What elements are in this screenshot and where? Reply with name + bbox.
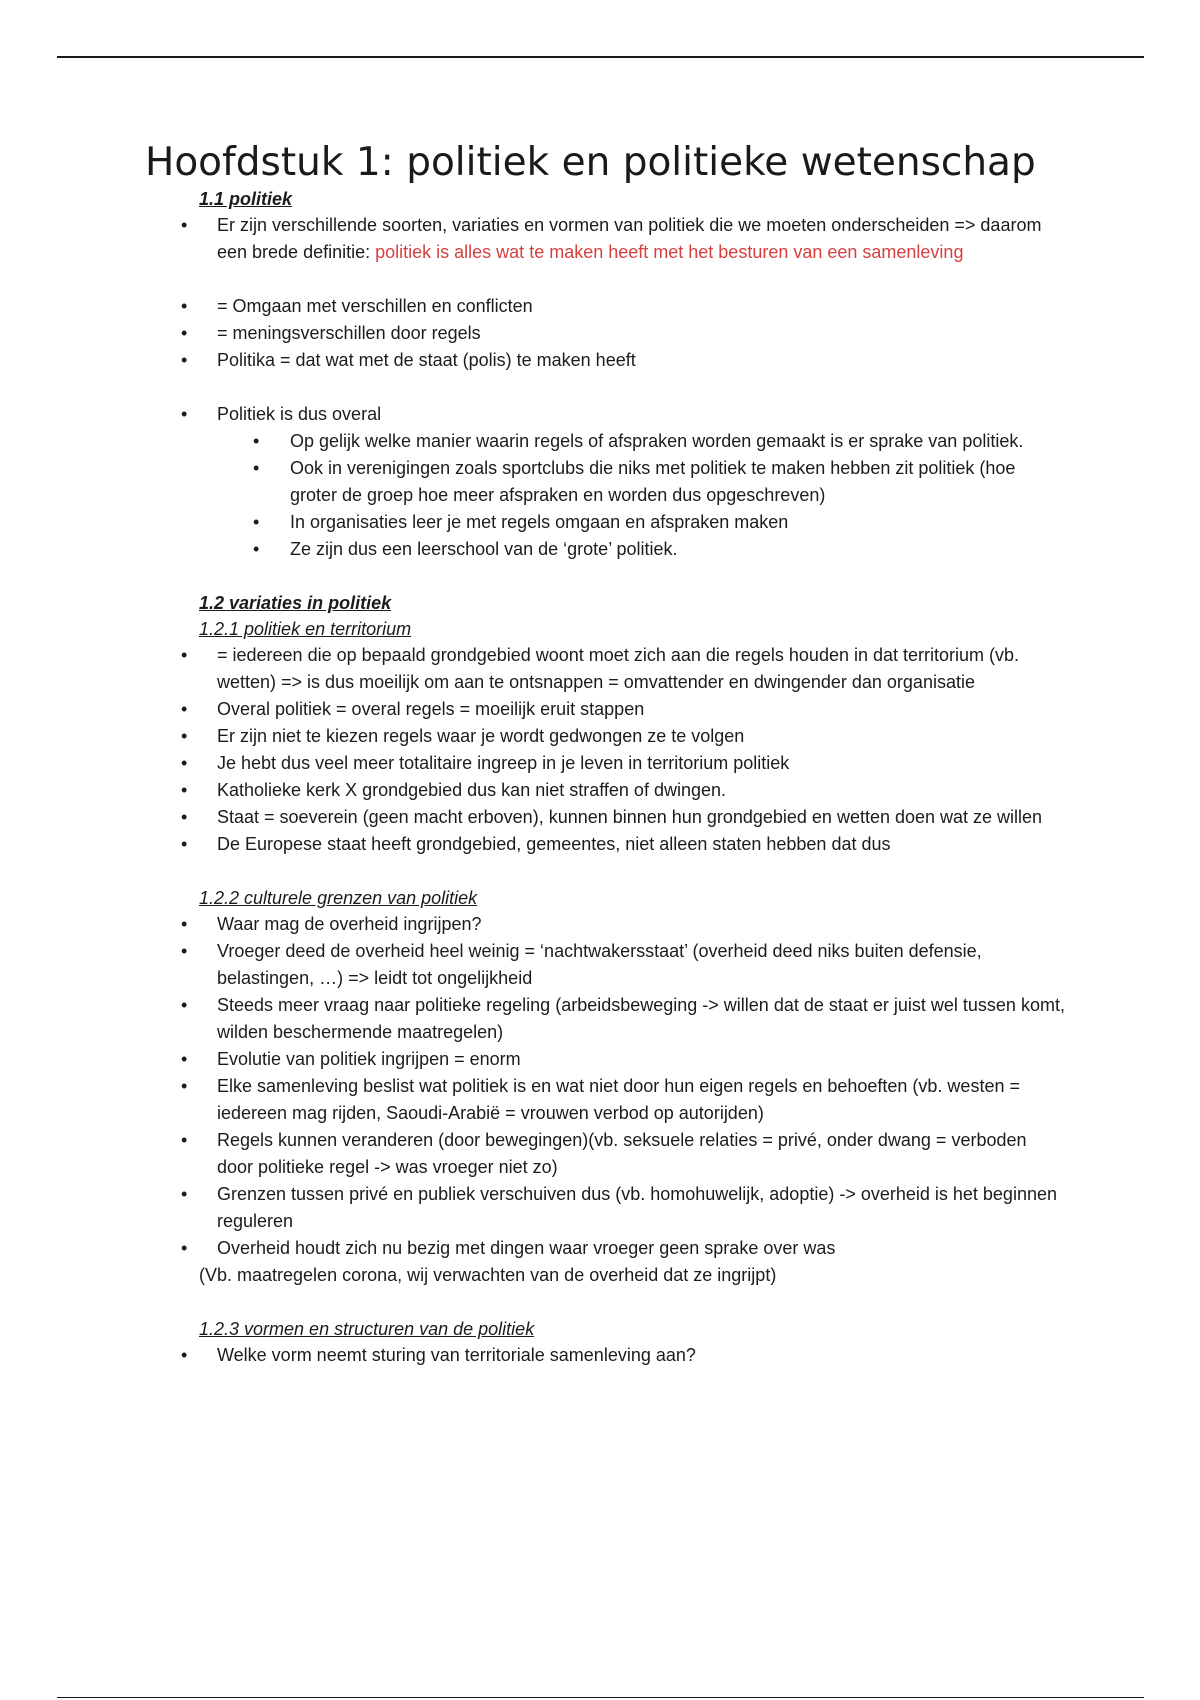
list-item: • De Europese staat heeft grondgebied, gemeentes, niet alleen staten hebben dat dus	[145, 831, 1065, 858]
list-item: • Welke vorm neemt sturing van territoriale samenleving aan?	[145, 1342, 1065, 1369]
list-item: • Er zijn niet te kiezen regels waar je wordt gedwongen ze te volgen	[145, 723, 1065, 750]
subsection-heading-1-2-2: 1.2.2 culturele grenzen van politiek	[199, 888, 478, 908]
list-item: • Evolutie van politiek ingrijpen = enorm	[145, 1046, 1065, 1073]
list-item: • Elke samenleving beslist wat politiek is en wat niet door hun eigen regels en behoeften (vb. westen = iedereen mag rijden, Saoudi-Arabië = vrouwen verbod op autorijden)	[145, 1073, 1065, 1127]
section-1-2-1-list	[145, 642, 1065, 858]
section-1-2-2-list	[145, 911, 1065, 1262]
document-body	[145, 140, 1065, 1369]
nested-list-item: • Op gelijk welke manier waarin regels of afspraken worden gemaakt is er sprake van politiek.	[145, 428, 1065, 455]
section-heading-1-1: 1.1 politiek	[199, 189, 293, 209]
continuation-line: (Vb. maatregelen corona, wij verwachten van de overheid dat ze ingrijpt)	[199, 1265, 777, 1285]
list-item: • = iedereen die op bepaald grondgebied woont moet zich aan die regels houden in dat territorium (vb. wetten) => is dus moeilijk om aan te ontsnappen = omvattender en dwingender dan organisatie	[145, 642, 1065, 696]
definition-highlight: politiek is alles wat te maken heeft met het besturen van een samenleving	[375, 242, 964, 262]
nested-list-item: • Ze zijn dus een leerschool van de ‘grote’ politiek.	[145, 536, 1065, 563]
nested-list-item: • Ook in verenigingen zoals sportclubs die niks met politiek te maken hebben zit politiek (hoe groter de groep hoe meer afspraken en worden dus opgeschreven)	[145, 455, 1065, 509]
header-rule	[57, 56, 1144, 58]
list-item: • Je hebt dus veel meer totalitaire ingreep in je leven in territorium politiek	[145, 750, 1065, 777]
subsection-heading-1-2-3: 1.2.3 vormen en structuren van de politiek	[199, 1319, 535, 1339]
list-item: • Vroeger deed de overheid heel weinig = ‘nachtwakersstaat’ (overheid deed niks buiten defensie, belastingen, …) => leidt tot ongelijkheid	[145, 938, 1065, 992]
definition-lead-text: Er zijn verschillende soorten, variaties en vormen van politiek die we moeten onderscheiden => daarom een brede definitie:	[217, 215, 1042, 262]
list-item: • Katholieke kerk X grondgebied dus kan niet straffen of dwingen.	[145, 777, 1065, 804]
list-item: • = meningsverschillen door regels	[145, 320, 1065, 347]
list-item: • Politika = dat wat met de staat (polis) te maken heeft	[145, 347, 1065, 374]
section-1-1-list	[145, 212, 1065, 266]
footer-rule	[57, 1697, 1144, 1698]
list-item: • Staat = soeverein (geen macht erboven), kunnen binnen hun grondgebied en wetten doen wat ze willen	[145, 804, 1065, 831]
list-item: • Overal politiek = overal regels = moeilijk eruit stappen	[145, 696, 1065, 723]
list-item: • Overheid houdt zich nu bezig met dingen waar vroeger geen sprake over was	[145, 1235, 1065, 1262]
list-item: • = Omgaan met verschillen en conflicten	[145, 293, 1065, 320]
list-item: • Grenzen tussen privé en publiek verschuiven dus (vb. homohuwelijk, adoptie) -> overheid is het beginnen reguleren	[145, 1181, 1065, 1235]
list-item: • Politiek is dus overal	[145, 401, 1065, 428]
nested-list-item: • In organisaties leer je met regels omgaan en afspraken maken	[145, 509, 1065, 536]
list-item: • Waar mag de overheid ingrijpen?	[145, 911, 1065, 938]
subsection-heading-1-2-1: 1.2.1 politiek en territorium	[199, 619, 412, 639]
section-1-2-3-list	[145, 1342, 1065, 1369]
list-item	[145, 212, 1065, 266]
list-item: • Steeds meer vraag naar politieke regeling (arbeidsbeweging -> willen dat de staat er juist wel tussen komt, wilden beschermende maatregelen)	[145, 992, 1065, 1046]
nested-list	[145, 428, 1065, 563]
section-heading-1-2: 1.2 variaties in politiek	[199, 593, 392, 613]
page-title: Hoofdstuk 1: politiek en politieke wetenschap	[145, 140, 1036, 185]
list-item: • Regels kunnen veranderen (door bewegingen)(vb. seksuele relaties = privé, onder dwang = verboden door politieke regel -> was vroeger niet zo)	[145, 1127, 1065, 1181]
